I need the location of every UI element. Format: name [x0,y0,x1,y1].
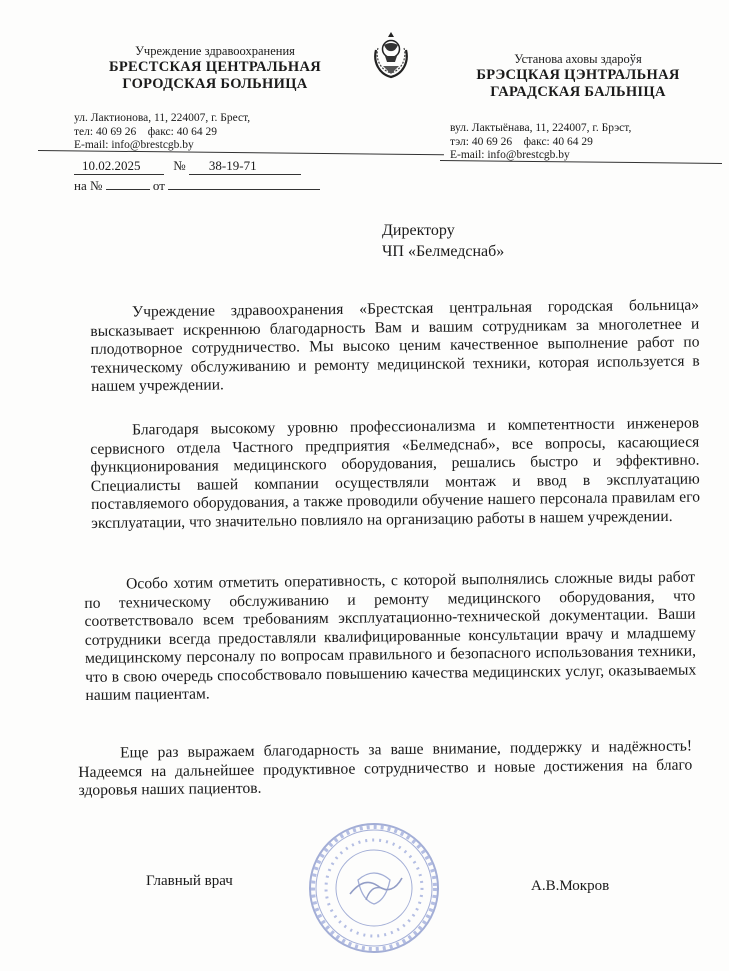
belarus-coat-of-arms-icon [369,30,413,80]
header-by-email: E-mail: info@brestcgb.by [450,149,570,161]
header-ru-institution: Учреждение здравоохранения [135,44,295,58]
header-by-name-line1: БРЭСЦКАЯ ЦЭНТРАЛЬНАЯ [476,67,680,83]
header-ru-phones: тел: 40 69 26 факс: 40 64 29 [74,125,217,138]
addressee [382,220,504,262]
header-by-name-line2: ГАРАДСКАЯ БАЛЬНІЦА [490,84,666,100]
reference-number-blank [106,176,150,190]
header-by-contacts [450,122,631,163]
header-by-address: вул. Лактыёнава, 11, 224007, г. Брэст, [450,122,632,134]
header-by-institution: Установа аховы здароўя [514,52,642,66]
header-ru [95,44,335,93]
registration-date: 10.02.2025 [74,158,164,175]
body-paragraph-4: Еще раз выражаем благодарность за ваше внимание, поддержку и надёжность! Надеемся на дальнейшее продуктивное сотрудничество и новые достижения на благо здоровья наших пациентов. [78,737,693,799]
reference-date-blank [168,176,320,190]
body-paragraph-2: Благодаря высокому уровню профессионализма и компетентности инженеров сервисного отдела Частного предприятия «Белмедснаб», все вопросы, касающиеся функционирования медицинского оборудования, решались быстро и эффективно. Специалисты вашей компании осуществляли монтаж и ввод в эксплуатацию поставляемого оборудования, а также проводили обучение нашего персонала правилам его эксплуатации, что значительно повлияло на организацию работы в нашем учреждении. [90,414,701,532]
header-ru-email: E-mail: info@brestcgb.by [74,139,194,151]
body-paragraph-1: Учреждение здравоохранения «Брестская центральная городская больница» высказывает искреннюю благодарность Вам и вашим сотрудникам за многолетнее и плодотворное сотрудничество. Мы высоко ценим качественное выполнение работ по техническому обслуживанию и ремонту медицинской техники, которая используется в нашем учреждении. [90,296,700,395]
reference-number-label: на № [74,178,103,193]
addressee-line2: ЧП «Белмедснаб» [382,243,505,260]
registration-number-label: № [173,158,186,173]
round-seal-stamp [306,820,442,956]
registration-number: 38-19-71 [189,158,301,175]
header-ru-name-line1: БРЕСТСКАЯ ЦЕНТРАЛЬНАЯ [108,59,322,75]
reference-from-label: от [152,178,165,193]
signature-name: А.В.Мокров [531,878,610,894]
header-by [458,52,698,101]
header-ru-contacts [74,112,250,153]
header-ru-address: ул. Лактионова, 11, 224007, г. Брест, [74,112,251,124]
registration-line [74,158,301,175]
header-by-phones: тэл: 40 69 26 факс: 40 64 29 [450,135,593,148]
addressee-line1: Директору [382,222,455,239]
body-paragraph-3: Особо хотим отметить оперативность, с которой выполнялись сложные виды работ по техническому обслуживанию и ремонту медицинского оборудования, что соответствовало всем требованиям эксплуатационно-технической документации. Ваши сотрудники всегда предоставляли квалифицированные консультации врачу и младшему медицинскому персоналу по вопросам правильного и безопасного использования техники, что в свою очередь способствовало повышению качества медицинских услуг, оказываемых нашим пациентам. [84,568,697,704]
reference-line [74,176,320,194]
header-ru-name-line2: ГОРОДСКАЯ БОЛЬНИЦА [122,76,308,92]
signature-position: Главный врач [146,873,233,889]
